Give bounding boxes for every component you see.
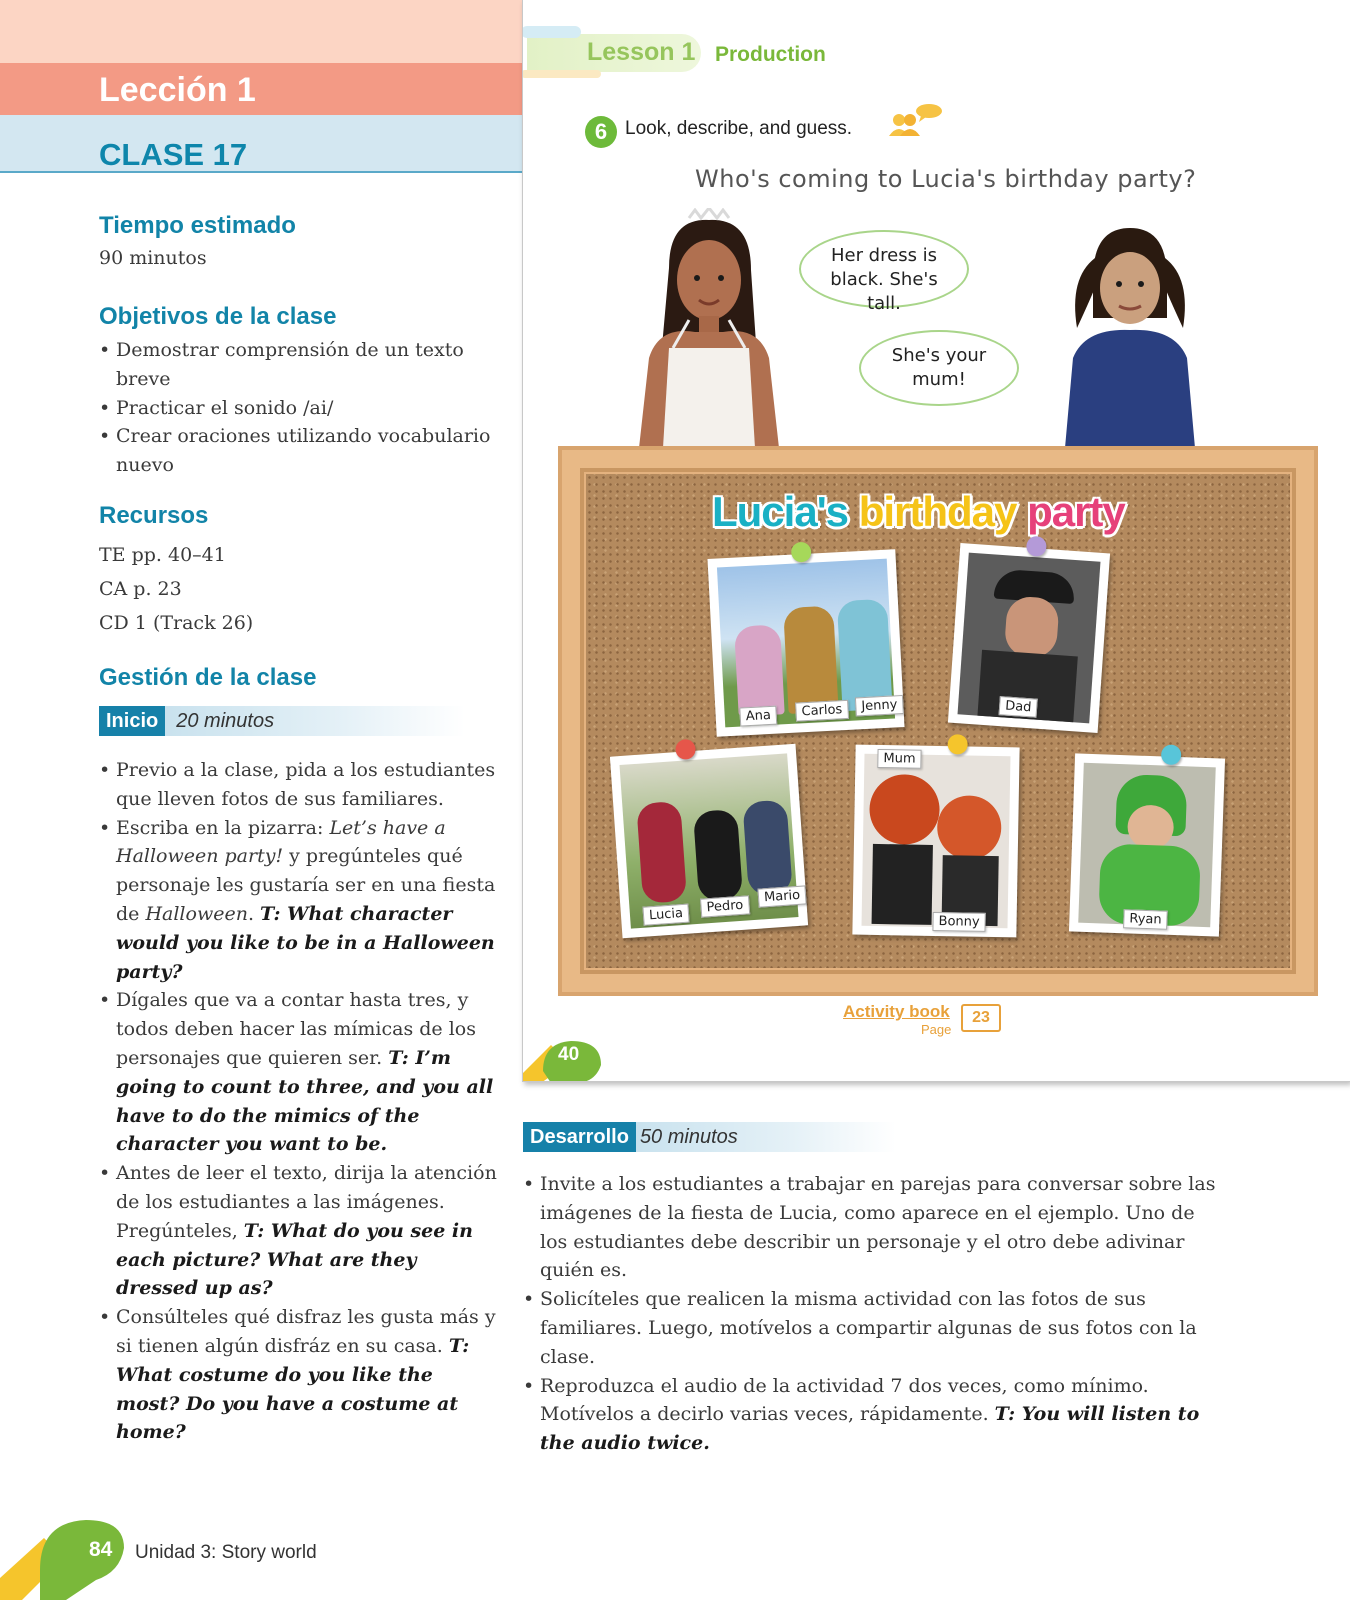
item-text: Reproduzca el audio de la actividad 7 dos veces, como mínimo. Motívelos a decirlo varias veces, rápidamente. [540,1374,1149,1426]
blue-pin-icon [1161,744,1182,765]
tiempo-heading: Tiempo estimado [99,212,296,239]
recurso-item: TE pp. 40–41 [99,543,226,566]
book-page-number: 40 [558,1044,580,1065]
activity-instruction: Look, describe, and guess. [625,118,853,139]
item-text: Antes de leer el texto, dirija la atención de los estudiantes a las imágenes. Pregúnteles, [116,1162,497,1242]
list-item [99,1159,499,1303]
tiempo-value: 90 minutos [99,247,207,269]
inicio-bar [99,706,499,736]
name-tag: Lucia [642,904,689,926]
recursos-heading: Recursos [99,501,209,529]
gestion-heading: Gestión de la clase [99,663,317,691]
desarrollo-bar [523,1122,1223,1152]
clase-title: CLASE 17 [99,137,248,172]
photo-image [1078,763,1216,928]
teacher-prompt: T: What do you see in each picture? What are they dressed up as? [116,1219,473,1300]
name-tag: Mario [757,885,806,907]
teacher-prompt: T: I’m going to count to three, and you all have to do the mimics of the character you want to be. [116,1046,494,1156]
recurso-item: CA p. 23 [99,577,182,600]
activity-number: 6 [585,116,617,148]
list-item [523,1170,1223,1285]
item-text: Escriba en la pizarra: [116,816,330,839]
leccion-band [0,63,523,115]
book-page-number-badge [523,1033,603,1082]
lesson-tab [527,34,701,72]
photo-image [862,754,1011,929]
lesson-label: Lesson 1 [587,38,696,66]
title-word-1: Lucia's [712,488,849,535]
recurso-item: CD 1 (Track 26) [99,611,254,634]
list-item: • Demostrar comprensión de un texto breve [99,336,499,394]
desarrollo-time: 50 minutos [636,1122,896,1152]
activity-book-ref[interactable] [843,1002,990,1037]
activity-book-link[interactable]: Activity book [843,1002,950,1021]
girl-pigtails-image [1055,218,1205,448]
activity-page-label: Page [921,1022,952,1037]
footer-unit-title: Unidad 3: Story world [135,1542,317,1563]
item-text: Solicíteles que realicen la misma actividad con las fotos de sus familiares. Luego, motívelos a compartir algunas de sus fotos con la clase. [540,1288,1197,1368]
teacher-notes-column [99,212,499,1447]
list-item [99,986,499,1159]
inicio-list [99,756,499,1447]
name-tag: Dad [999,696,1038,718]
girl-tiara-image [629,208,789,448]
photo-mum-bonny [852,745,1019,938]
title-word-3: party [1027,488,1125,535]
list-item [99,1303,499,1447]
list-item: • Crear oraciones utilizando vocabulario nuevo [99,422,499,480]
item-italic: Let’s have a Halloween party! [116,816,446,868]
desarrollo-tag: Desarrollo [523,1122,636,1152]
clase-band [0,115,523,173]
inicio-tag: Inicio [99,706,165,736]
header-peach-band [0,0,523,63]
item-text: Consúlteles qué disfraz les gusta más y si tienen algún disfráz en su casa. [116,1306,496,1357]
list-item [99,814,499,987]
title-word-2: birthday [858,488,1017,535]
name-tag: Bonny [932,912,985,932]
yellow-pin-icon [948,734,968,754]
recursos-list [99,538,499,640]
teacher-prompt: T: What costume do you like the most? Do you have a costume at home? [116,1334,470,1444]
list-item [99,756,499,814]
student-book-page [522,0,1350,1082]
list-item: • Practicar el sonido /ai/ [99,394,499,423]
leccion-title: Lección 1 [99,71,256,109]
desarrollo-list [523,1170,1223,1458]
board-title [712,488,1125,536]
photo-ryan-dragon [1069,753,1225,936]
cork-board [558,446,1318,996]
photo-kids-sitting [610,744,808,939]
teacher-prompt: T: What character would you like to be in a Halloween party? [116,902,495,983]
production-label: Production [715,43,826,66]
objetivos-heading: Objetivos de la clase [99,303,337,330]
name-tag: Ana [739,706,777,727]
item-text: Dígales que va a contar hasta tres, y todos deben hacer las mímicas de los personajes que quieren ser. [116,989,476,1069]
name-tag: Ryan [1123,909,1168,930]
item-text: . [247,902,261,925]
inicio-time: 20 minutos [165,706,465,736]
item-text: Invite a los estudiantes a trabajar en parejas para conversar sobre las imágenes de la fiesta de Lucia, como aparece en el ejemplo. Uno de los estudiantes debe describir un personaje y el otro debe adivinar quién es. [540,1173,1216,1282]
activity-question: Who's coming to Lucia's birthday party? [695,165,1197,193]
pair-work-icon [883,102,943,142]
speech-bubble-2 [859,330,1019,406]
photo-dad-pirate [948,543,1110,733]
bubble-text: She's your mum! [891,345,987,390]
name-tag: Mum [877,749,921,769]
item-text: Previo a la clase, pida a los estudiantes que lleven fotos de sus familiares. [116,758,496,810]
speech-bubble-1 [799,230,969,314]
bubble-text: Her dress is black. She's tall. [830,245,938,314]
list-item [523,1285,1223,1371]
teacher-prompt: T: You will listen to the audio twice. [540,1403,1200,1455]
purple-pin-icon [1026,536,1047,557]
photo-kids-costumes [707,549,904,737]
name-tag: Jenny [855,695,904,716]
list-item [523,1372,1223,1458]
desarrollo-section [523,1122,1223,1458]
item-text: y pregúnteles qué personaje les gustaría ser en una fiesta de [116,845,496,925]
item-italic: Halloween [145,902,248,925]
activity-page-number: 23 [961,1004,1001,1032]
name-tag: Carlos [795,700,849,722]
footer-page-number: 84 [89,1538,113,1561]
red-pin-icon [675,739,696,760]
objetivos-list [99,336,499,480]
green-pin-icon [791,542,812,563]
name-tag: Pedro [700,895,750,917]
